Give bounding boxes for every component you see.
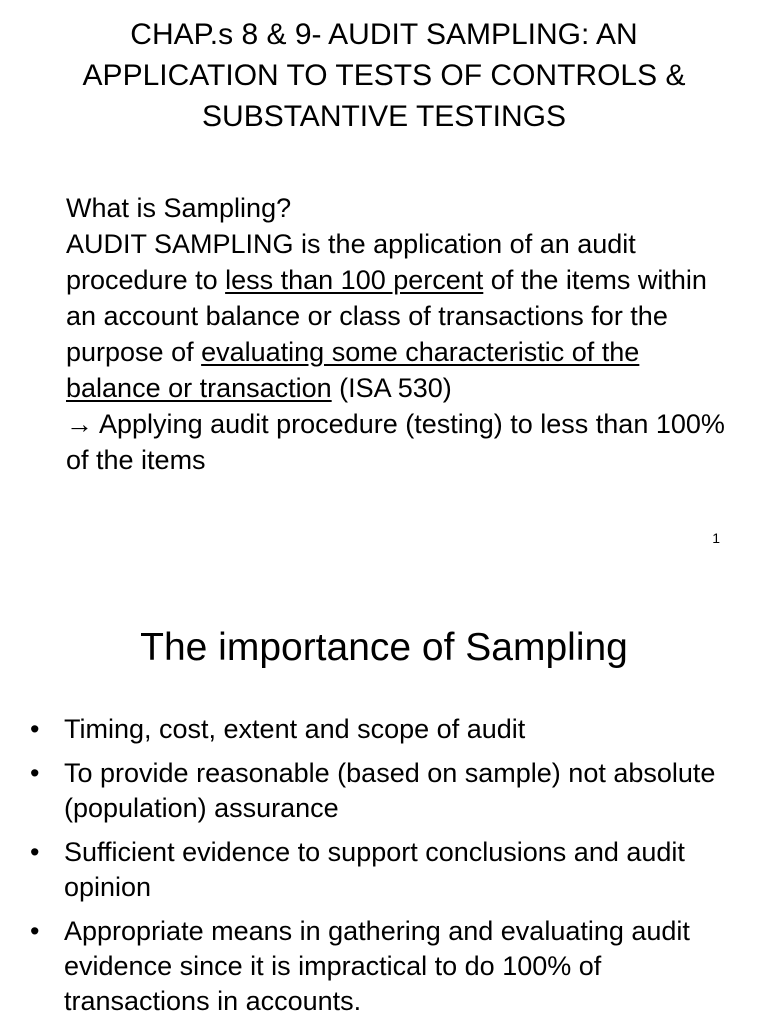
definition-underline-1: less than 100 percent — [225, 265, 484, 295]
bullet-icon: • — [30, 714, 40, 744]
bullet-item — [28, 914, 740, 1019]
bullet-icon: • — [30, 837, 40, 867]
arrow-line: → Applying audit procedure (testing) to less than 100% of the items — [66, 409, 725, 475]
slide-title: CHAP.s 8 & 9- AUDIT SAMPLING: AN APPLICATION TO TESTS OF CONTROLS & SUBSTANTIVE TESTINGS — [82, 18, 686, 133]
question-text: What is Sampling? — [66, 193, 292, 223]
slide-body — [66, 190, 726, 478]
slide-title: The importance of Sampling — [140, 626, 628, 669]
bullet-text: Sufficient evidence to support conclusions and audit opinion — [64, 837, 685, 902]
bullet-item — [28, 712, 740, 747]
bullet-icon: • — [30, 758, 40, 788]
bullet-text: To provide reasonable (based on sample) not absolute (population) assurance — [64, 758, 716, 823]
page-number: 1 — [712, 530, 720, 546]
bullet-text: Timing, cost, extent and scope of audit — [64, 714, 526, 744]
definition-text-1: AUDIT SAMPLING is the application of an audit procedure to — [66, 229, 636, 295]
bullet-item — [28, 756, 740, 826]
definition-underline-2: evaluating some characteristic of the balance or transaction — [66, 337, 640, 403]
bullet-icon: • — [30, 916, 40, 946]
definition-text-3: (ISA 530) — [331, 373, 452, 403]
slide-2 — [0, 560, 768, 1024]
definition-paragraph — [66, 226, 726, 406]
bullet-list — [28, 712, 740, 1028]
definition-text-2: of the items within an account balance or class of transactions for the purpose of — [66, 265, 707, 367]
bullet-item — [28, 835, 740, 905]
bullet-text: Appropriate means in gathering and evaluating audit evidence since it is impractical to do 100% of transactions in accounts. — [64, 916, 690, 1016]
